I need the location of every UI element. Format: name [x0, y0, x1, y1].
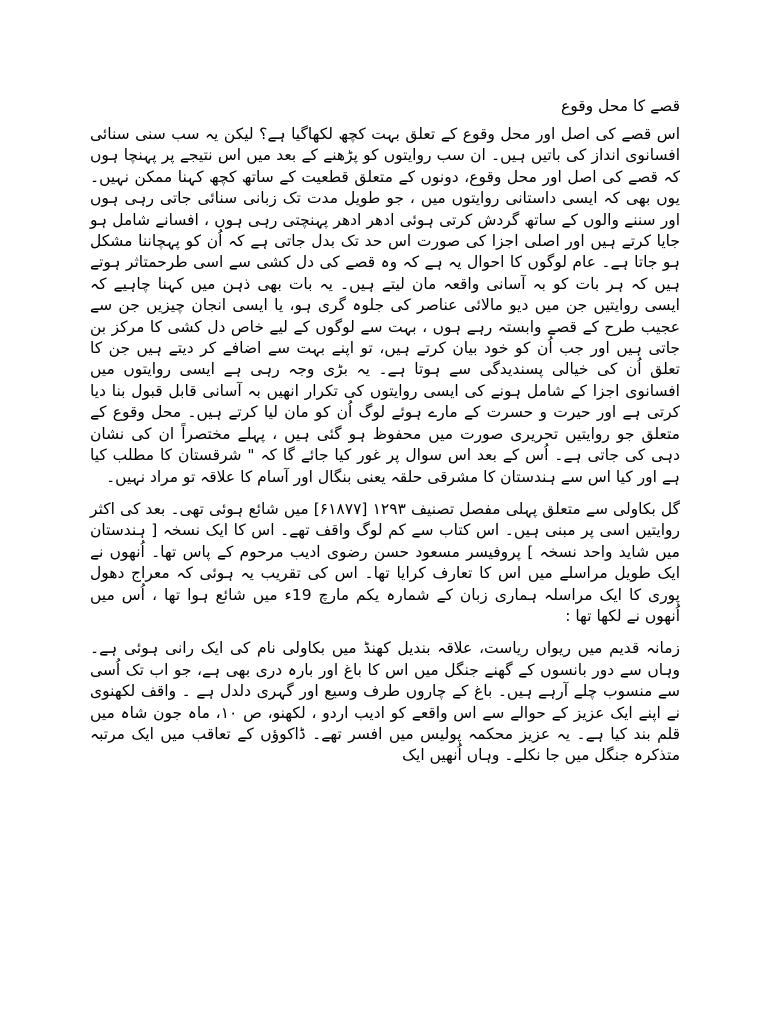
paragraph-2: گل بکاولی سے متعلق پہلی مفصل تصنیف ۱۲۹۳ [۶۱۸۷۷] میں شائع ہوئی تھی۔ بعد کی اکثر روایتیں اسی پر مبنی ہیں۔ اس کتاب سے کم لوگ واقف تھے۔ اس کا ایک نسخہ [ ہندستان میں شاید واحد نسخہ ] پروفیسر مسعود حسن رضوی ادیب مرحوم کے پاس تھا۔ اُنھوں نے ایک طویل مراسلے میں اس کا تعارف کرایا تھا۔ اس کی تقریب یہ ہوئی کہ معراج دھول پوری کا ایک مراسلہ ہماری زبان کے شمارہ یکم مارچ 19ء میں شائع ہوا تھا ، اُس میں اُنھوں نے لکھا تھا : — [90, 499, 680, 625]
paragraph-1: اس قصے کی اصل اور محل وقوع کے تعلق بہت کچھ لکھاگیا ہے؟ لیکن یہ سب سنی سنائی افسانوی انداز کی باتیں ہیں۔ ان سب روایتوں کو پڑھنے کے بعد میں اس نتیجے پر پہنچا ہوں کہ قصے کی اصل اور محل وقوع، دونوں کے متعلق قطعیت کے ساتھ کچھ کہنا ممکن نہیں۔ یوں بھی کہ ایسی داستانی روایتوں میں ، جو طویل مدت تک زبانی سنائی جاتی رہی ہوں اور سننے والوں کے ساتھ گردش کرتی ہوئی ادھر ادھر پہنچتی رہی ہوں ، افسانے شامل ہو جایا کرتے ہیں اور اصلی اجزا کی صورت اس حد تک بدل جاتی ہے کہ اُن کو پہچاننا مشکل ہو جاتا ہے۔ عام لوگوں کا احوال یہ ہے کہ وہ قصے کی دل کشی سے اسی طرحمتاثر ہوتے ہیں کہ ہر بات کو بہ آسانی واقعہ مان لیتے ہیں۔ یہ بات بھی ذہن میں کہنا چاہیے کہ ایسی روایتیں جن میں دیو مالائی عناصر کی جلوہ گری ہو، یا ایسی انجان چیزیں جن سے عجیب طرح کے قصے وابستہ رہے ہوں ، بہت سے لوگوں کے لیے خاص دل کشی کا مرکز بن جاتی ہیں اور جب اُن کو خود بیان کرتے ہیں، تو اپنے بہت سے اضافے کر دیتے ہیں جن کا تعلق اُن کی خیالی پسندیدگی سے ہوتا ہے۔ یہ بڑی وجہ رہی ہے ایسی روایتوں میں افسانوی اجزا کے شامل ہونے کی ایسی روایتوں کی تکرار انھیں بہ آسانی قابل قبول بنا دیا کرتی ہے اور حیرت و حسرت کے مارے ہوئے لوگ اُن کو مان لیا کرتے ہیں۔ محل وقوع کے متعلق جو روایتیں تحریری صورت میں محفوظ ہو گئی ہیں ، پہلے مختصراً ان کی نشان دہی کی جاتی ہے۔ اُس کے بعد اس سوال پر غور کیا جائے گا کہ " شرقستان کا مطلب کیا ہے اور کیا اس سے ہندستان کا مشرقی حلقہ یعنی بنگال اور آسام کا علاقہ تو مراد نہیں۔ — [90, 125, 680, 486]
paragraph-3: زمانہ قدیم میں ریواں ریاست، علاقہ بندیل کھنڈ میں بکاولی نام کی ایک رانی ہوئی ہے۔ وہاں سے دور بانسوں کے گھنے جنگل میں اس کا باغ اور بارہ دری بھی ہے، جو اب تک اُسی سے منسوب چلے آرہے ہیں۔ باغ کے چاروں طرف وسیع اور گہری دلدل ہے ۔ واقف لکھنوی نے اپنے ایک عزیز کے حوالے سے اس واقعے کو ادیب اردو ، لکھنو، ص ۱۰، ماہ جون شاہ میں قلم بند کیا ہے۔ یہ عزیز محکمہ پولیس میں افسر تھے۔ ڈاکوؤں کے تعاقب میں ایک مرتبہ متذکرہ جنگل میں جا نکلے۔ وہاں اُنھیں ایک — [90, 639, 680, 765]
document-page — [90, 92, 680, 778]
document-title: قصے کا محل وقوع — [560, 97, 680, 115]
